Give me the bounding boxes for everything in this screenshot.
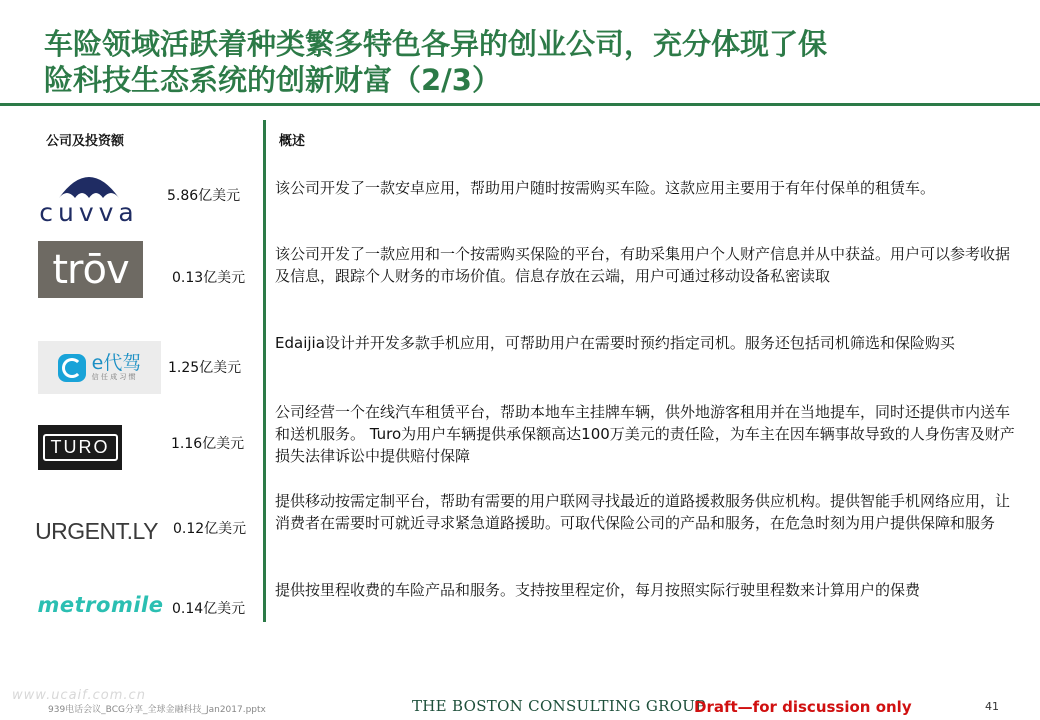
cuvva-logo bbox=[40, 168, 138, 228]
turo-wordmark: TURO bbox=[43, 434, 118, 461]
draft-notice: Draft—for discussion only bbox=[694, 698, 912, 716]
title-line-2: 险科技生态系统的创新财富（2/3） bbox=[44, 63, 501, 97]
company-description: Edaijia设计并开发多款手机应用，可帮助用户在需要时预约指定司机。服务还包括司机筛选和保险购买 bbox=[275, 334, 955, 352]
turo-logo bbox=[38, 425, 122, 470]
column-divider bbox=[263, 120, 266, 622]
urgently-logo bbox=[35, 508, 158, 554]
footer-filename: 939电话会议_BCG分享_全球金融科技_Jan2017.pptx bbox=[48, 705, 266, 715]
investment-amount: 1.16亿美元 bbox=[171, 436, 245, 452]
edaijia-slogan: 信 任 成 习 惯 bbox=[91, 373, 136, 381]
urgently-wordmark: URGENT.LY bbox=[35, 517, 158, 544]
company-description: 该公司开发了一款安卓应用，帮助用户随时按需购买车险。这款应用主要用于有年付保单的租赁车。 bbox=[275, 179, 936, 197]
page-title bbox=[44, 26, 1004, 98]
watermark: www.ucaif.com.cn bbox=[12, 688, 146, 703]
title-line-1: 车险领域活跃着种类繁多特色各异的创业公司，充分体现了保 bbox=[44, 27, 828, 61]
edaijia-logo bbox=[38, 341, 161, 394]
company-description: 提供移动按需定制平台，帮助有需要的用户联网寻找最近的道路援救服务供应机构。提供智能手机网络应用，让消费者在需要时可就近寻求紧急道路援助。可取代保险公司的产品和服务，在危急时刻为用户提供保障和服务 bbox=[275, 492, 1011, 532]
company-description: 提供按里程收费的车险产品和服务。支持按里程定价，每月按照实际行驶里程数来计算用户的保费 bbox=[275, 581, 921, 599]
column-header-overview: 概述 bbox=[279, 134, 306, 149]
title-divider bbox=[0, 103, 1040, 106]
company-description: 公司经营一个在线汽车租赁平台，帮助本地车主挂牌车辆，供外地游客租用并在当地提车，同时还提供市内送车和送机服务。 Turo为用户车辆提供承保额高达100万美元的责任险，为车主在因车辆事故导致的人身伤害及财产损失法律诉讼中提供赔付保障 bbox=[275, 403, 1015, 465]
metromile-wordmark: metromile bbox=[37, 593, 164, 617]
bcg-logo: THE BOSTON CONSULTING GROUP bbox=[412, 697, 706, 715]
company-description: 该公司开发了一款应用和一个按需购买保险的平台，有助采集用户个人财产信息并从中获益。用户可以参考收据及信息，跟踪个人财务的市场价值。信息存放在云端，用户可通过移动设备私密读取 bbox=[275, 245, 1011, 285]
edaijia-mark-icon bbox=[58, 354, 86, 382]
investment-amount: 5.86亿美元 bbox=[167, 188, 241, 204]
trov-logo bbox=[38, 241, 143, 298]
investment-amount: 1.25亿美元 bbox=[168, 360, 242, 376]
edaijia-wordmark: e代驾 bbox=[91, 352, 142, 374]
investment-amount: 0.14亿美元 bbox=[172, 601, 246, 617]
investment-amount: 0.13亿美元 bbox=[172, 270, 246, 286]
investment-amount: 0.12亿美元 bbox=[173, 521, 247, 537]
page-number: 41 bbox=[985, 700, 999, 713]
umbrella-icon bbox=[56, 170, 122, 200]
column-header-company: 公司及投资额 bbox=[46, 134, 125, 149]
trov-wordmark: trōv bbox=[52, 246, 129, 293]
metromile-logo bbox=[38, 590, 163, 620]
cuvva-wordmark: cuvva bbox=[39, 198, 139, 227]
